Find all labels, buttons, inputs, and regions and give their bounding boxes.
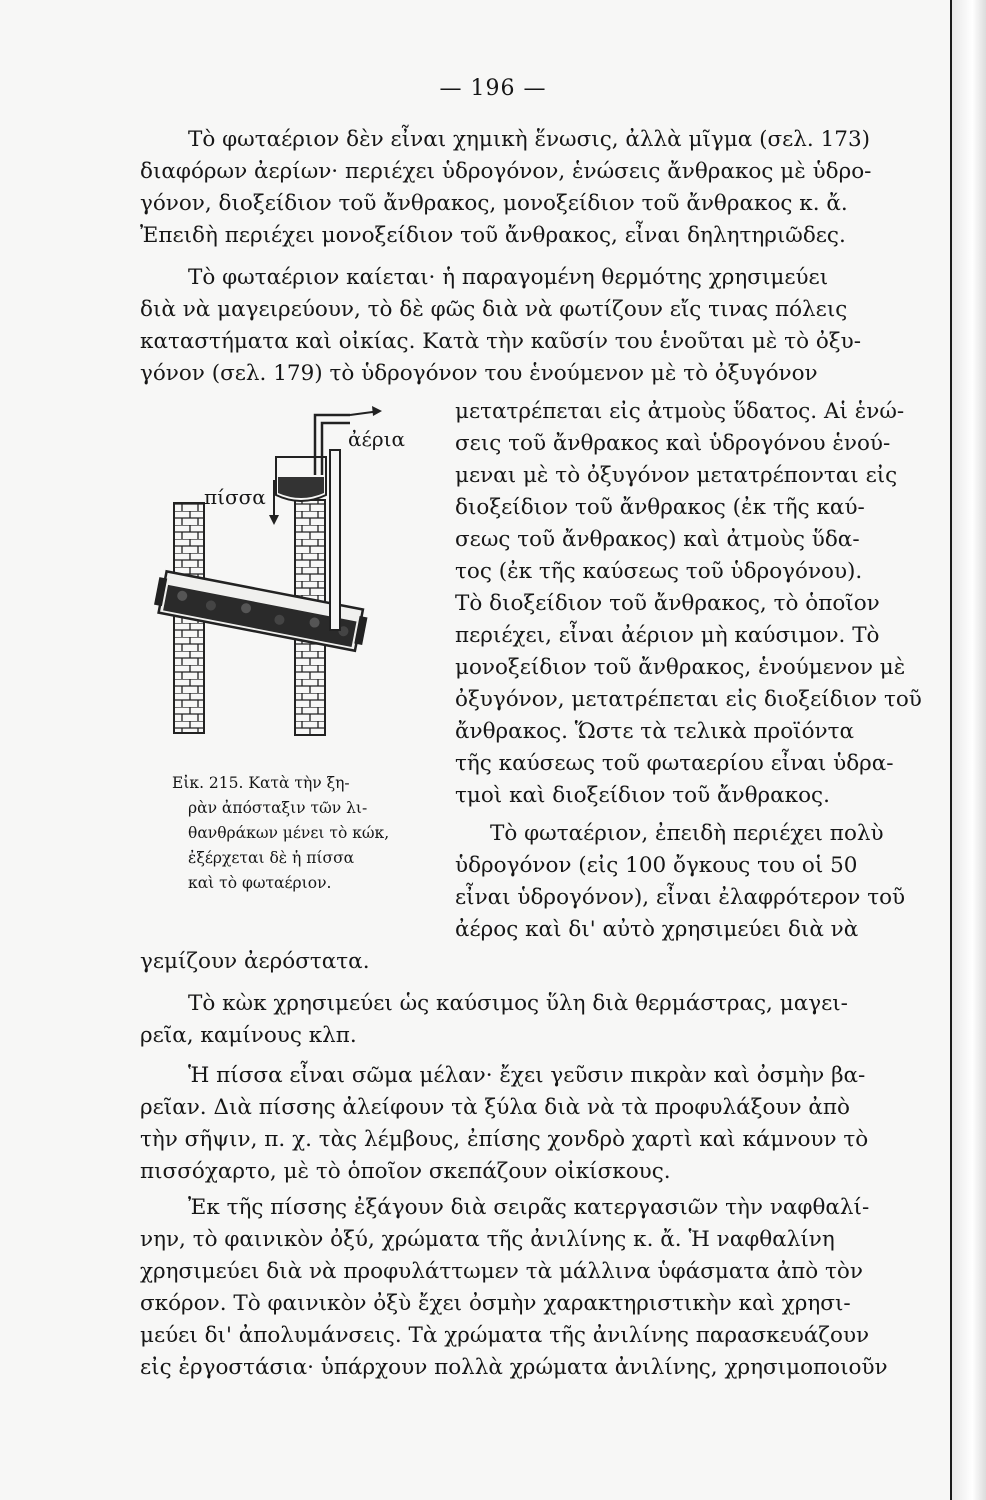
figure-caption-line: Εἰκ. 215. Κατὰ τὴν ξη- [172,774,350,792]
text-line: τῆς καύσεως τοῦ φωταερίου εἶναι ὑδρα- [455,751,894,776]
text-line: Ἐπειδὴ περιέχει μονοξείδιον τοῦ ἄνθρακος, εἶναι δηλητηριῶδες. [140,223,846,248]
text-line: νην, τὸ φαινικὸν ὀξύ, χρώματα τῆς ἀνιλίνης κ. ἄ. Ἡ ναφθαλίνη [140,1227,835,1252]
text-line: τος (ἐκ τῆς καύσεως τοῦ ὑδρογόνου). [455,559,863,584]
text-line: σεις τοῦ ἄνθρακος καὶ ὑδρογόνου ἑνού- [455,431,891,456]
figure-caption-line: καὶ τὸ φωταέριον. [188,874,332,892]
text-line: ὀξυγόνον, μετατρέπεται εἰς διοξείδιον τοῦ [455,687,922,712]
text-line: σεως τοῦ ἄνθρακος) καὶ ἀτμοὺς ὕδα- [455,527,860,552]
page-edge [950,0,986,1500]
text-line: μονοξείδιον τοῦ ἄνθρακος, ἑνούμενον μὲ [455,655,906,680]
text-line: Τὸ διοξείδιον τοῦ ἄνθρακος, τὸ ὁποῖον [455,591,880,616]
text-line: μετατρέπεται εἰς ἀτμοὺς ὕδατος. Αἱ ἑνώ- [455,399,905,424]
text-line: τμοὶ καὶ διοξείδιον τοῦ ἄνθρακος. [455,783,830,808]
text-line: γόνον, διοξείδιον τοῦ ἄνθρακος, μονοξείδιον τοῦ ἄνθρακος κ. ἄ. [140,191,848,216]
text-line: ρεῖα, καμίνους κλπ. [140,1023,357,1048]
text-line: Τὸ κὼκ χρησιμεύει ὡς καύσιμος ὕλη διὰ θερμάστρας, μαγει- [188,991,848,1016]
tar-label: πίσσα [204,485,266,509]
gases-label: ἀέρια [348,427,405,451]
text-line: διὰ νὰ μαγειρεύουν, τὸ δὲ φῶς διὰ νὰ φωτίζουν εἴς τινας πόλεις [140,297,848,322]
retort-distillation-figure [150,385,440,765]
text-line: Ἡ πίσσα εἶναι σῶμα μέλαν· ἔχει γεῦσιν πικρὰν καὶ ὀσμὴν βα- [188,1063,866,1088]
figure-caption-line: θανθράκων μένει τὸ κώκ, [188,824,390,842]
text-line: ἄνθρακος. Ὥστε τὰ τελικὰ προϊόντα [455,719,854,744]
text-line: εἶναι ὑδρογόνον), εἶναι ἐλαφρότερον τοῦ [455,885,906,910]
text-line: ρεῖαν. Διὰ πίσσης ἀλείφουν τὰ ξύλα διὰ νὰ τὰ προφυλάξουν ἀπὸ [140,1095,851,1120]
text-line: χρησιμεύει διὰ νὰ προφυλάττωμεν τὰ μάλλινα ὑφάσματα ἀπὸ τὸν [140,1259,863,1284]
text-line: σκόρον. Τὸ φαινικὸν ὀξὺ ἔχει ὀσμὴν χαρακτηριστικὴν καὶ χρησι- [140,1291,851,1316]
text-line: Τὸ φωταέριον καίεται· ἡ παραγομένη θερμότης χρησιμεύει [188,265,829,290]
text-line: μεύει δι' ἀπολυμάνσεις. Τὰ χρώματα τῆς ἀνιλίνης παρασκευάζουν [140,1323,870,1348]
text-line: περιέχει, εἶναι ἀέριον μὴ καύσιμον. Τὸ [455,623,880,648]
text-line: εἰς ἐργοστάσια· ὑπάρχουν πολλὰ χρώματα ἀνιλίνης, χρησιμοποιοῦν [140,1355,888,1380]
text-line: μεναι μὲ τὸ ὀξυγόνον μετατρέπονται εἰς [455,463,898,488]
text-line: Τὸ φωταέριον δὲν εἶναι χημικὴ ἕνωσις, ἀλλὰ μῖγμα (σελ. 173) [188,127,871,152]
text-line: Ἐκ τῆς πίσσης ἐξάγουν διὰ σειρᾶς κατεργασιῶν τὴν ναφθαλί- [188,1195,870,1220]
figure-caption-line: ἐξέρχεται δὲ ἡ πίσσα [188,849,355,867]
page-number: — 196 — [439,76,547,101]
text-line: τὴν σῆψιν, π. χ. τὰς λέμβους, ἐπίσης χονδρὸ χαρτὶ καὶ κάμνουν τὸ [140,1127,869,1152]
figure-caption-line: ρὰν ἀπόσταξιν τῶν λι- [188,799,368,817]
text-line: διαφόρων ἀερίων· περιέχει ὑδρογόνον, ἑνώσεις ἄνθρακος μὲ ὑδρο- [140,159,872,184]
text-line: καταστήματα καὶ οἰκίας. Κατὰ τὴν καῦσίν του ἑνοῦται μὲ τὸ ὀξυ- [140,329,861,354]
text-line: Τὸ φωταέριον, ἐπειδὴ περιέχει πολὺ [490,821,884,846]
text-line: πισσόχαρτο, μὲ τὸ ὁποῖον σκεπάζουν οἰκίσκους. [140,1159,671,1184]
text-line: γόνον (σελ. 179) τὸ ὑδρογόνον του ἑνούμενον μὲ τὸ ὀξυγόνον [140,361,818,386]
text-line: ἀέρος καὶ δι' αὐτὸ χρησιμεύει διὰ νὰ [455,917,859,942]
text-line: γεμίζουν ἀερόστατα. [140,949,370,974]
text-line: ὑδρογόνον (εἰς 100 ὄγκους του οἱ 50 [455,853,858,878]
text-line: διοξείδιον τοῦ ἄνθρακος (ἐκ τῆς καύ- [455,495,865,520]
